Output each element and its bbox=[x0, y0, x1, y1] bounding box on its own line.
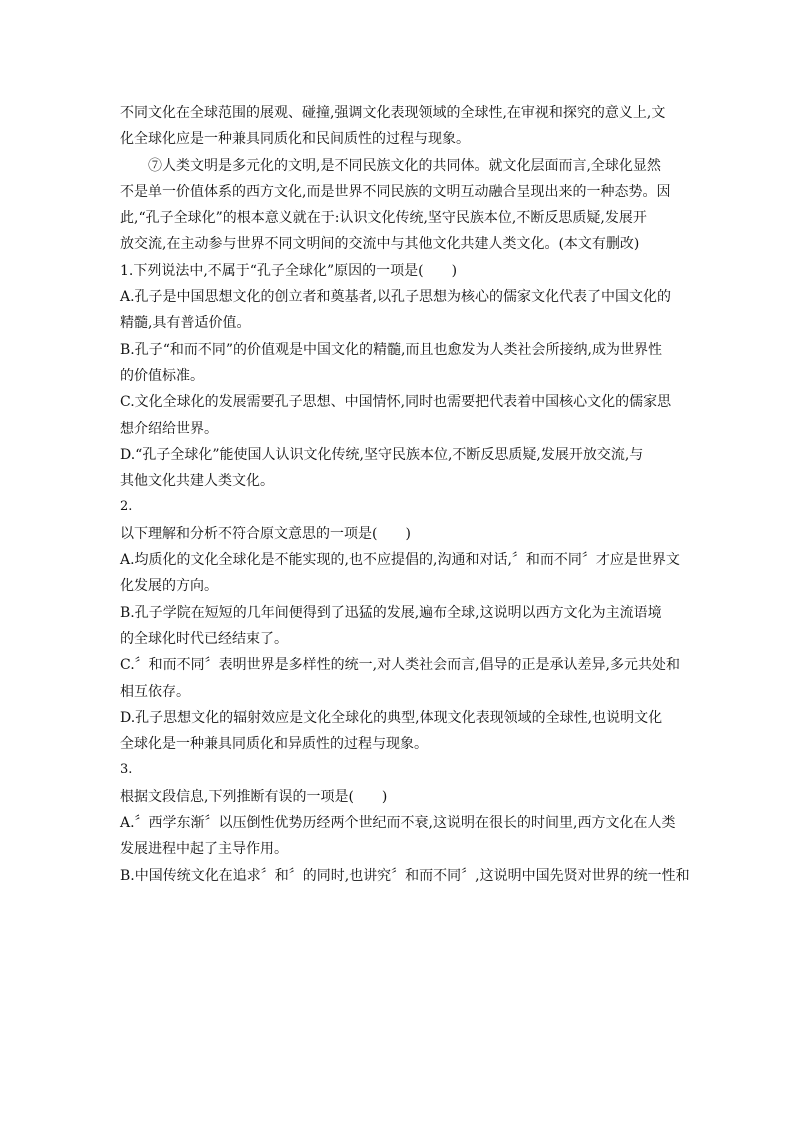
question-1-option-d-line-2: 其他文化共建人类文化。 bbox=[120, 473, 274, 490]
question-2-option-b-line-1: B.孔子学院在短短的几年间便得到了迅猛的发展,遍布全球,这说明以西方文化为主流语境 bbox=[120, 604, 662, 621]
question-1-option-a-line-1: A.孔子是中国思想文化的创立者和奠基者,以孔子思想为核心的儒家文化代表了中国文化的 bbox=[120, 289, 672, 306]
passage-p7-line-4: 放交流,在主动参与世界不同文明间的交流中与其他文化共建人类文化。(本文有删改) bbox=[120, 236, 640, 253]
question-2-stem: 以下理解和分析不符合原文意思的一项是( ) bbox=[120, 525, 411, 542]
question-2-option-d-line-1: D.孔子思想文化的辐射效应是文化全球化的典型,体现文化表现领域的全球性,也说明文化 bbox=[120, 709, 663, 726]
document-page bbox=[120, 100, 690, 889]
question-3-option-b-line-1: B.中国传统文化在追求〞和〞的同时,也讲究〞和而不同〞,这说明中国先贤对世界的统一性和 bbox=[120, 867, 690, 884]
question-2-option-a-line-1: A.均质化的文化全球化是不能实现的,也不应提倡的,沟通和对话,〞和而不同〞才应是世界文 bbox=[120, 552, 680, 569]
question-1-option-c-line-1: C.文化全球化的发展需要孔子思想、中国情怀,同时也需要把代表着中国核心文化的儒家思 bbox=[120, 394, 672, 411]
question-1-option-c-line-2: 想介绍给世界。 bbox=[120, 420, 218, 437]
question-3-option-a-line-2: 发展进程中起了主导作用。 bbox=[120, 841, 288, 858]
question-3-stem: 根据文段信息,下列推断有误的一项是( ) bbox=[120, 788, 388, 805]
question-3-option-a-line-1: A.〞西学东渐〞以压倒性优势历经两个世纪而不衰,这说明在很长的时间里,西方文化在人类 bbox=[120, 815, 676, 832]
question-2-option-d-line-2: 全球化是一种兼具同质化和异质性的过程与现象。 bbox=[120, 736, 428, 753]
question-3-number: 3. bbox=[120, 762, 133, 778]
question-1-option-b-line-2: 的价值标准。 bbox=[120, 367, 204, 384]
question-2-number: 2. bbox=[120, 499, 133, 515]
question-2-option-c-line-2: 相互依存。 bbox=[120, 683, 190, 700]
passage-p6-line-1: 不同文化在全球范围的展观、碰撞,强调文化表现领域的全球性,在审视和探究的意义上,文 bbox=[120, 105, 666, 121]
question-2-option-b-line-2: 的全球化时代已经结束了。 bbox=[120, 630, 288, 647]
question-2-option-a-line-2: 化发展的方向。 bbox=[120, 578, 218, 595]
question-1-stem: 1.下列说法中,不属于“孔子全球化”原因的一项是( ) bbox=[120, 262, 458, 279]
question-1-option-d-line-1: D.“孔子全球化”能使国人认识文化传统,坚守民族本位,不断反思质疑,发展开放交流,与 bbox=[120, 446, 644, 463]
question-1-option-b-line-1: B.孔子“和而不同”的价值观是中国文化的精髓,而且也愈发为人类社会所接纳,成为世界性 bbox=[120, 341, 662, 358]
passage-p7-line-3: 此,“孔子全球化”的根本意义就在于:认识文化传统,坚守民族本位,不断反思质疑,发展开 bbox=[120, 210, 647, 227]
question-1-option-a-line-2: 精髓,具有普适价值。 bbox=[120, 315, 251, 332]
passage-p7-line-1: ⑦人类文明是多元化的文明,是不同民族文化的共同体。就文化层面而言,全球化显然 bbox=[148, 157, 661, 174]
question-2-option-c-line-1: C.〞和而不同〞表明世界是多样性的统一,对人类社会而言,倡导的正是承认差异,多元共处和 bbox=[120, 657, 681, 674]
passage-p6-line-2: 化全球化应是一种兼具同质化和民间质性的过程与现象。 bbox=[120, 131, 470, 148]
passage-p7-line-2: 不是单一价值体系的西方文化,而是世界不同民族的文明互动融合呈现出来的一种态势。因 bbox=[120, 183, 671, 200]
